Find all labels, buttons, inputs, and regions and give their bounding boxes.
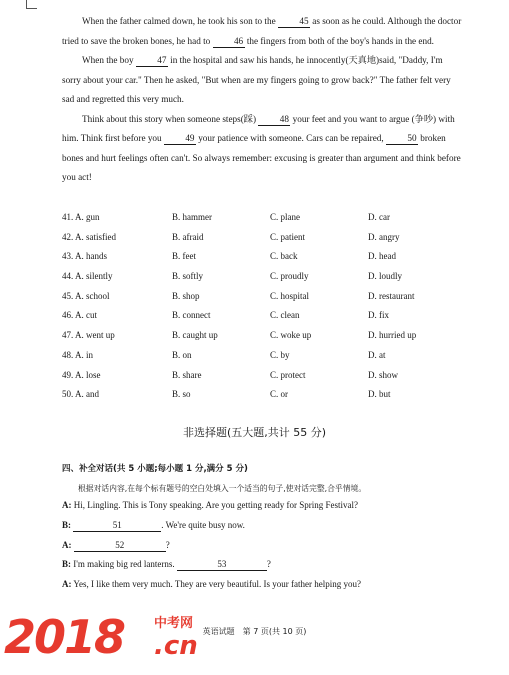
option-b[interactable]: B. caught up [172, 330, 218, 341]
options-list [62, 212, 482, 409]
option-b[interactable]: B. feet [172, 251, 196, 262]
text: the fingers from both of the boy's hands in the end. [246, 35, 434, 46]
option-a[interactable]: 43. A. hands [62, 251, 107, 262]
option-c[interactable]: C. back [270, 251, 298, 262]
blank-51[interactable]: 51 [73, 520, 161, 532]
speaker: A: [62, 579, 72, 590]
logo-chinese: 中考网 [154, 616, 194, 631]
passage [62, 12, 462, 188]
text: your patience with someone. Cars can be repaired, [198, 133, 384, 143]
option-c[interactable]: C. proudly [270, 271, 309, 282]
option-c[interactable]: C. by [270, 349, 290, 360]
dialogue [62, 496, 482, 595]
line-text: ? [165, 539, 170, 550]
option-row-44 [62, 271, 482, 291]
option-d[interactable]: D. car [368, 212, 390, 222]
option-d[interactable]: D. fix [368, 310, 389, 321]
option-row-49 [62, 370, 482, 390]
blank-50[interactable]: 50 [386, 133, 418, 145]
text: broken bones and hurt feelings often can't. So always remember: excusing is greater than argument and think before you act! [62, 133, 461, 182]
option-b[interactable]: B. share [172, 369, 202, 380]
option-a[interactable]: 46. A. cut [62, 310, 97, 321]
text: as soon as he could. Although the doctor tried to save the broken bones, he had to [62, 16, 462, 46]
section-title: 非选择题(五大题,共计 55 分) [182, 426, 327, 439]
speaker: B: [62, 519, 71, 530]
option-row-43 [62, 251, 482, 271]
dialogue-line-1 [62, 496, 482, 516]
option-row-46 [62, 310, 482, 330]
line-text: . We're quite busy now. [161, 519, 245, 530]
text: in the hospital and saw his hands, he innocently(天真地)said, "Daddy, I'm sorry about your car." Then he asked, "But when are my fingers going to grow back?" The father felt very sad and regretted this very much. [62, 55, 451, 104]
option-d[interactable]: D. head [368, 251, 396, 262]
option-a[interactable]: 44. A. silently [62, 271, 113, 282]
option-d[interactable]: D. show [368, 369, 399, 380]
logo-domain: .cn [154, 631, 198, 661]
option-a[interactable]: 47. A. went up [62, 330, 115, 341]
dialogue-line-5 [62, 575, 482, 595]
option-row-48 [62, 350, 482, 370]
option-d[interactable]: D. angry [368, 231, 400, 242]
option-row-45 [62, 291, 482, 311]
page-footer: 英语试题 第 7 页(共 10 页) [202, 627, 307, 636]
option-d[interactable]: D. at [368, 349, 386, 360]
option-row-50 [62, 389, 482, 409]
option-b[interactable]: B. afraid [172, 231, 204, 242]
option-c[interactable]: C. clean [270, 310, 300, 321]
dialogue-line-2 [62, 516, 482, 536]
paragraph-3 [62, 110, 462, 188]
speaker: A: [62, 539, 72, 550]
option-d[interactable]: D. hurried up [368, 330, 417, 341]
option-d[interactable]: D. loudly [368, 271, 403, 282]
paragraph-2 [62, 51, 462, 110]
text: When the boy [82, 55, 134, 65]
text: Think about this story when someone steps(踩) [82, 113, 257, 124]
line-text: ? [266, 559, 271, 570]
option-a[interactable]: 49. A. lose [62, 369, 101, 380]
speaker: B: [62, 559, 71, 570]
option-row-47 [62, 330, 482, 350]
blank-45[interactable]: 45 [278, 16, 310, 28]
line-text: Yes, I like them very much. They are very beautiful. Is your father helping you? [73, 579, 362, 590]
text: your feet and you want to argue (争吵) with him. Think first before you [62, 113, 455, 143]
option-a[interactable]: 42. A. satisfied [62, 231, 116, 242]
logo-number: 2018 [4, 610, 125, 664]
option-a[interactable]: 45. A. school [62, 290, 110, 301]
blank-48[interactable]: 48 [258, 114, 290, 126]
option-a[interactable]: 48. A. in [62, 349, 94, 360]
corner-crop-mark [26, 0, 37, 9]
option-c[interactable]: C. patient [270, 231, 305, 242]
option-d[interactable]: D. but [368, 389, 391, 400]
blank-47[interactable]: 47 [136, 55, 168, 67]
line-text: I'm making big red lanterns. [73, 559, 175, 570]
dialogue-line-4 [62, 555, 482, 575]
option-b[interactable]: B. shop [172, 290, 200, 301]
option-c[interactable]: C. protect [270, 369, 306, 380]
site-logo[interactable] [4, 611, 234, 671]
option-c[interactable]: C. plane [270, 212, 300, 222]
speaker: A: [62, 500, 72, 510]
option-a[interactable]: 41. A. gun [62, 212, 100, 222]
option-b[interactable]: B. on [172, 349, 192, 360]
option-b[interactable]: B. so [172, 389, 191, 400]
blank-46[interactable]: 46 [213, 36, 245, 48]
option-a[interactable]: 50. A. and [62, 389, 99, 400]
option-c[interactable]: C. woke up [270, 330, 312, 341]
instructions: 根据对话内容,在每个标有题号的空白处填入一个适当的句子,使对话完整,合乎情境。 [78, 484, 367, 493]
option-b[interactable]: B. softly [172, 271, 204, 282]
option-c[interactable]: C. or [270, 389, 288, 400]
option-b[interactable]: B. hammer [172, 212, 212, 222]
option-c[interactable]: C. hospital [270, 290, 310, 301]
option-row-41 [62, 212, 482, 232]
dialogue-line-3 [62, 536, 482, 556]
blank-49[interactable]: 49 [164, 133, 196, 145]
option-d[interactable]: D. restaurant [368, 290, 415, 301]
option-b[interactable]: B. connect [172, 310, 211, 321]
part4-title: 四、补全对话(共 5 小题;每小题 1 分,满分 5 分) [62, 464, 248, 474]
blank-52[interactable]: 52 [74, 540, 166, 552]
blank-53[interactable]: 53 [177, 559, 267, 571]
paragraph-1 [62, 12, 462, 51]
line-text: Hi, Lingling. This is Tony speaking. Are you getting ready for Spring Festival? [73, 500, 359, 510]
option-row-42 [62, 232, 482, 252]
text: When the father calmed down, he took his son to the [82, 16, 276, 26]
